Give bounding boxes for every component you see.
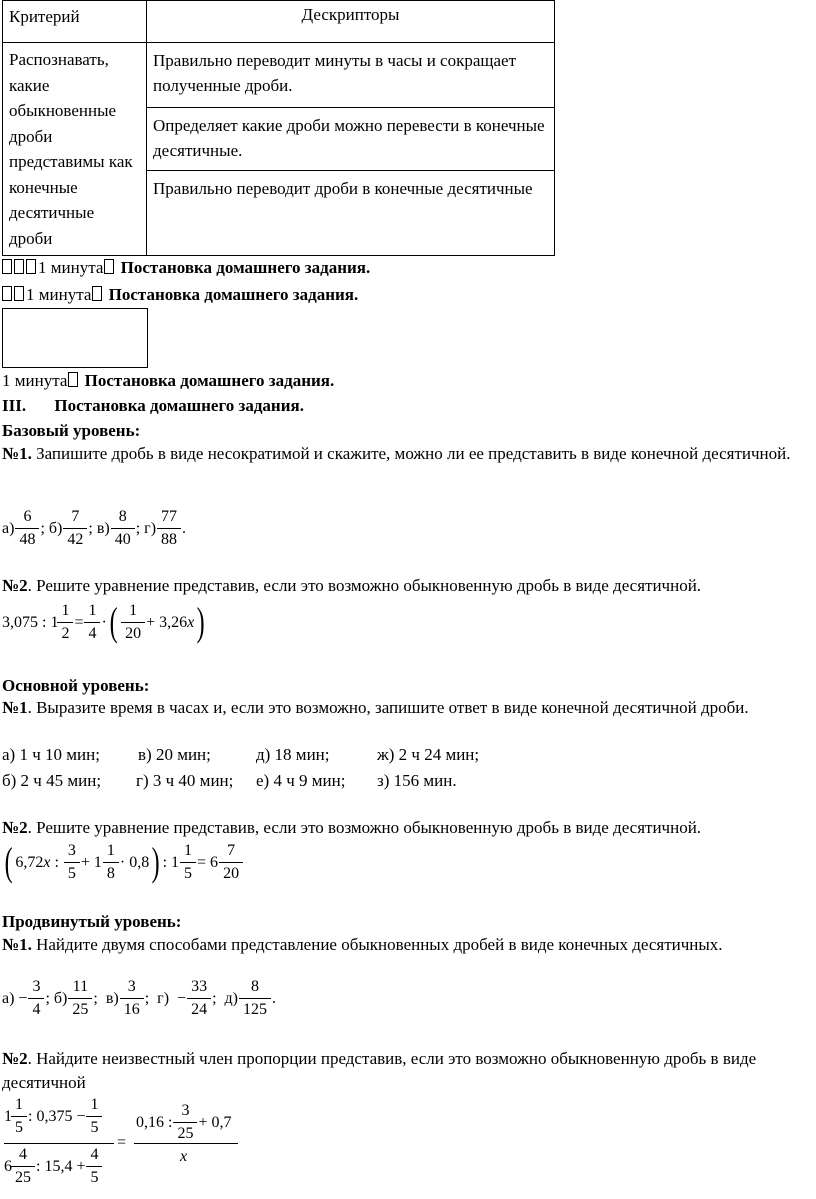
advanced-task2-text [2, 1047, 802, 1095]
numerator: 6 [23, 508, 32, 525]
fraction [13, 1096, 25, 1136]
main-heading: Основной уровень: [2, 676, 150, 695]
denominator: 5 [11, 1116, 27, 1137]
numerator: 3 [127, 978, 136, 995]
descriptor-1: Правильно переводит минуты в часы и сокращает полученные дроби. [147, 43, 554, 108]
fraction [122, 978, 142, 1018]
right-numerator [136, 1102, 231, 1142]
eq-term: · 0,8 [119, 853, 150, 871]
numerator: 33 [191, 978, 208, 995]
separator: . [182, 519, 187, 537]
fraction [175, 1102, 195, 1142]
numerator: 1 [106, 842, 115, 859]
square-glyph-icon [14, 259, 24, 274]
item-label: б) [48, 519, 63, 537]
minute-line-3 [2, 371, 334, 391]
numerator: 7 [227, 842, 236, 859]
task-text: . Решите уравнение представив, если это возможно обыкновенную дробь в виде десятичной. [27, 576, 702, 595]
left-fraction-bar [4, 1143, 114, 1144]
item-label: а) [2, 519, 15, 537]
denominator: 5 [64, 862, 80, 883]
advanced-task1-fractions [2, 978, 276, 1018]
eq-term: = 6 [197, 853, 219, 871]
square-glyph-icon [14, 286, 24, 301]
time-item: б) 2 ч 45 мин; [2, 771, 102, 790]
task-number: №2 [2, 576, 28, 595]
eq-term: + 1 [80, 853, 102, 871]
denominator: 42 [63, 528, 87, 549]
main-task1-row1 [2, 745, 479, 765]
task-text: . Выразите время в часах и, если это возможно, запишите ответ в виде конечной десятичной дроби. [27, 698, 749, 717]
minute-line-1 [2, 258, 370, 278]
denominator: 25 [68, 998, 92, 1019]
eq-term: + 3,26 [146, 613, 188, 631]
criteria-table [2, 0, 555, 256]
denominator: 5 [86, 1116, 102, 1137]
denominator: 25 [11, 1166, 35, 1187]
numerator: 1 [61, 602, 70, 619]
basic-heading: Базовый уровень: [2, 421, 141, 440]
proportion-equals: = [117, 1134, 127, 1151]
numerator: 1 [129, 602, 138, 619]
numerator: 7 [71, 508, 80, 525]
fraction [241, 978, 269, 1018]
fraction [86, 602, 98, 642]
fraction [88, 1096, 100, 1136]
square-glyph-icon [26, 259, 36, 274]
square-glyph-icon [2, 286, 12, 301]
numerator: 77 [161, 508, 178, 525]
time-item: г) 3 ч 40 мин; [136, 771, 234, 790]
fraction [59, 602, 71, 642]
criterion-text: Распознавать, какие обыкновенные дроби представимы как конечные десятичные дроби [9, 50, 133, 248]
header-descriptors: Дескрипторы [301, 5, 400, 24]
right-paren: ) [196, 599, 205, 645]
eq-term: : 0,375 − [28, 1107, 86, 1125]
empty-box [2, 308, 148, 368]
eq-op: : [50, 853, 63, 871]
section-number: III. [2, 396, 27, 415]
eq-term: : 1 [162, 853, 180, 871]
numerator: 3 [67, 842, 76, 859]
time-item: ж) 2 ч 24 мин; [377, 745, 480, 764]
time-item: а) 1 ч 10 мин; [2, 745, 100, 764]
section-heading [2, 396, 304, 416]
square-glyph-icon [92, 286, 102, 301]
time-item: з) 156 мин. [377, 771, 457, 790]
numerator: 4 [19, 1146, 27, 1163]
separator: ; г) − [144, 989, 187, 1007]
descriptor-2: Определяет какие дроби можно перевести в конечные десятичные. [147, 108, 554, 171]
numerator: 3 [32, 978, 41, 995]
separator: ; [40, 519, 45, 537]
basic-task1-fractions [2, 508, 186, 548]
separator: ; [135, 519, 141, 537]
task-text: . Найдите неизвестный член пропорции представив, если это возможно обыкновенную дробь в виде десятичной [2, 1049, 757, 1092]
advanced-task1-text [2, 935, 723, 955]
numerator: 8 [118, 508, 127, 525]
criterion-cell [3, 43, 147, 256]
header-descriptors-cell [147, 1, 555, 43]
main-task1-row2 [2, 771, 457, 791]
numerator: 1 [90, 1096, 99, 1113]
section-title: Постановка домашнего задания. [54, 396, 304, 415]
task-number: №2 [2, 1049, 28, 1068]
eq-term: + 0,7 [198, 1113, 232, 1131]
minute-title: Постановка домашнего задания. [108, 285, 359, 304]
denominator: 20 [219, 862, 243, 883]
item-label: а) − [2, 989, 28, 1007]
fraction [113, 508, 133, 548]
fraction [182, 842, 194, 882]
eq-sign: = [74, 613, 84, 631]
basic-task1-text [2, 443, 792, 465]
right-paren: ) [151, 839, 160, 885]
basic-task2-text [2, 576, 701, 596]
fraction [30, 978, 42, 1018]
eq-op: · [101, 613, 107, 631]
denominator: 2 [57, 622, 73, 643]
time-item: в) 20 мин; [138, 745, 211, 764]
denominator: 8 [103, 862, 119, 883]
numerator: 8 [250, 978, 259, 995]
fraction [17, 508, 37, 548]
fraction [13, 1146, 33, 1186]
separator: ; в) [93, 989, 119, 1007]
advanced-task2-equation [2, 1096, 302, 1196]
fraction [123, 602, 143, 642]
square-glyph-icon [2, 259, 12, 274]
fraction [70, 978, 90, 1018]
advanced-heading: Продвинутый уровень: [2, 912, 182, 931]
right-denominator-variable: x [180, 1148, 188, 1165]
minute-line-2 [2, 285, 358, 305]
left-denominator [4, 1146, 103, 1186]
numerator: 1 [15, 1096, 23, 1113]
eq-term: 3,075 : 1 [2, 613, 59, 631]
item-label: в) [96, 519, 110, 537]
right-fraction-bar [134, 1143, 238, 1144]
separator: ; д) [212, 989, 238, 1007]
eq-term: : 15,4 + [36, 1157, 86, 1175]
denominator: 25 [173, 1122, 197, 1143]
denominator: 125 [239, 998, 271, 1019]
denominator: 48 [15, 528, 39, 549]
separator: ; [88, 519, 93, 537]
task-number: №1. [2, 935, 32, 954]
separator: . [271, 989, 276, 1007]
task-number: №2 [2, 818, 28, 837]
variable: x [43, 853, 51, 871]
main-task2-text [2, 818, 701, 838]
whole-part: 1 [4, 1107, 12, 1125]
numerator: 4 [90, 1146, 99, 1163]
numerator: 1 [184, 842, 193, 859]
main-task1-text [2, 696, 792, 720]
minute-label: 1 минута [26, 285, 92, 304]
task-number: №1. [2, 444, 32, 463]
fraction [105, 842, 117, 882]
eq-term: 0,16 : [136, 1113, 173, 1131]
minute-title: Постановка домашнего задания. [84, 371, 335, 390]
numerator: 1 [88, 602, 97, 619]
denominator: 16 [120, 998, 144, 1019]
denominator: 4 [28, 998, 44, 1019]
item-label: г) [144, 519, 157, 537]
left-paren: ( [109, 599, 118, 645]
task-text: Найдите двумя способами представление обыкновенных дробей в виде конечных десятичных. [36, 935, 723, 954]
mixed-number [4, 1146, 36, 1186]
square-glyph-icon [104, 259, 114, 274]
denominator: 5 [180, 862, 196, 883]
task-text: . Решите уравнение представив, если это возможно обыкновенную дробь в виде десятичной. [27, 818, 702, 837]
fraction [88, 1146, 100, 1186]
numerator: 3 [181, 1102, 190, 1119]
separator: ; б) [45, 989, 68, 1007]
task-number: №1 [2, 698, 28, 717]
fraction [159, 508, 179, 548]
denominator: 20 [121, 622, 145, 643]
denominator: 88 [157, 528, 181, 549]
fraction [66, 842, 78, 882]
descriptor-3: Правильно переводит дроби в конечные десятичные [153, 179, 533, 198]
variable: x [187, 613, 195, 631]
minute-title: Постановка домашнего задания. [120, 258, 371, 277]
task-text: Запишите дробь в виде несократимой и скажите, можно ли ее представить в виде конечной десятичной. [36, 444, 791, 463]
header-criterion-cell [3, 1, 147, 43]
left-numerator [4, 1096, 103, 1136]
time-item: е) 4 ч 9 мин; [256, 771, 346, 790]
minute-label: 1 минута [38, 258, 104, 277]
fraction [221, 842, 241, 882]
main-task2-equation [2, 839, 244, 885]
eq-term: 6,72 [15, 853, 44, 871]
whole-part: 6 [4, 1157, 12, 1175]
basic-task2-equation [2, 599, 208, 645]
mixed-number [4, 1096, 28, 1136]
denominator: 40 [111, 528, 135, 549]
numerator: 11 [72, 978, 89, 995]
denominator: 5 [86, 1166, 102, 1187]
denominator: 24 [187, 998, 211, 1019]
square-glyph-icon [68, 372, 78, 387]
denominator: 4 [84, 622, 100, 643]
time-item: д) 18 мин; [256, 745, 330, 764]
header-criterion: Критерий [9, 7, 80, 26]
left-paren: ( [4, 839, 13, 885]
descriptors-cell [147, 43, 555, 256]
minute-label: 1 минута [2, 371, 68, 390]
fraction [65, 508, 85, 548]
fraction [189, 978, 209, 1018]
